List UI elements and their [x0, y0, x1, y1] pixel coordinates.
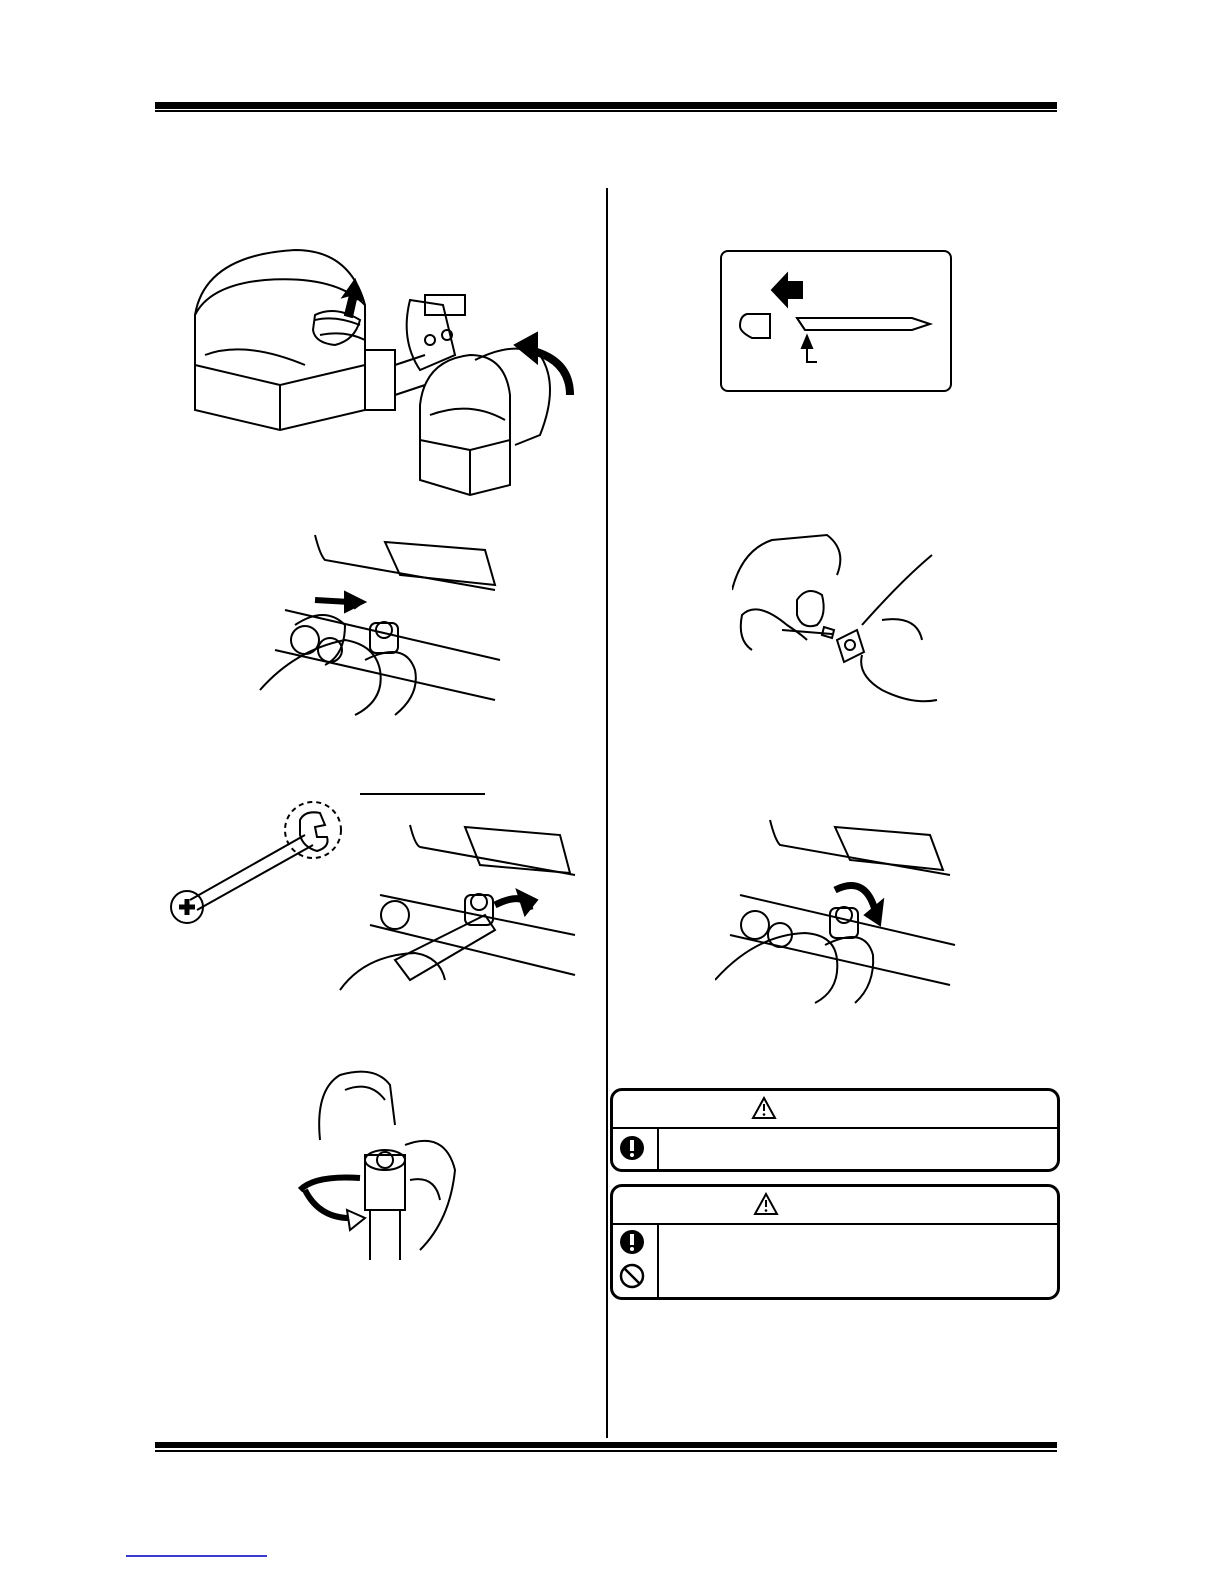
warning-triangle-icon — [751, 1096, 777, 1120]
column-divider — [606, 188, 608, 1438]
twist-holder-illustration — [295, 1060, 465, 1275]
caution-panel — [610, 1088, 1060, 1172]
mandatory-action-icon — [619, 1135, 645, 1161]
prohibited-icon — [619, 1263, 645, 1289]
mandatory-action-icon — [619, 1229, 645, 1255]
header-rule — [155, 102, 1057, 109]
insert-blade-illustration — [732, 530, 944, 712]
warning-panel-header — [613, 1187, 1057, 1225]
footer-rule — [155, 1442, 1057, 1448]
blade-cap-diagram — [720, 250, 952, 392]
tighten-holder-illustration — [715, 815, 960, 1005]
wrench-loosen-illustration — [165, 785, 585, 1000]
warning-triangle-icon — [753, 1192, 779, 1216]
caution-panel-header — [613, 1091, 1057, 1129]
warning-panel-divider — [657, 1223, 659, 1297]
warning-panel — [610, 1184, 1060, 1300]
footer-link-underline[interactable] — [126, 1555, 267, 1557]
open-cover-illustration — [185, 245, 585, 500]
slide-holder-illustration — [255, 530, 505, 720]
caution-panel-divider — [657, 1127, 659, 1169]
